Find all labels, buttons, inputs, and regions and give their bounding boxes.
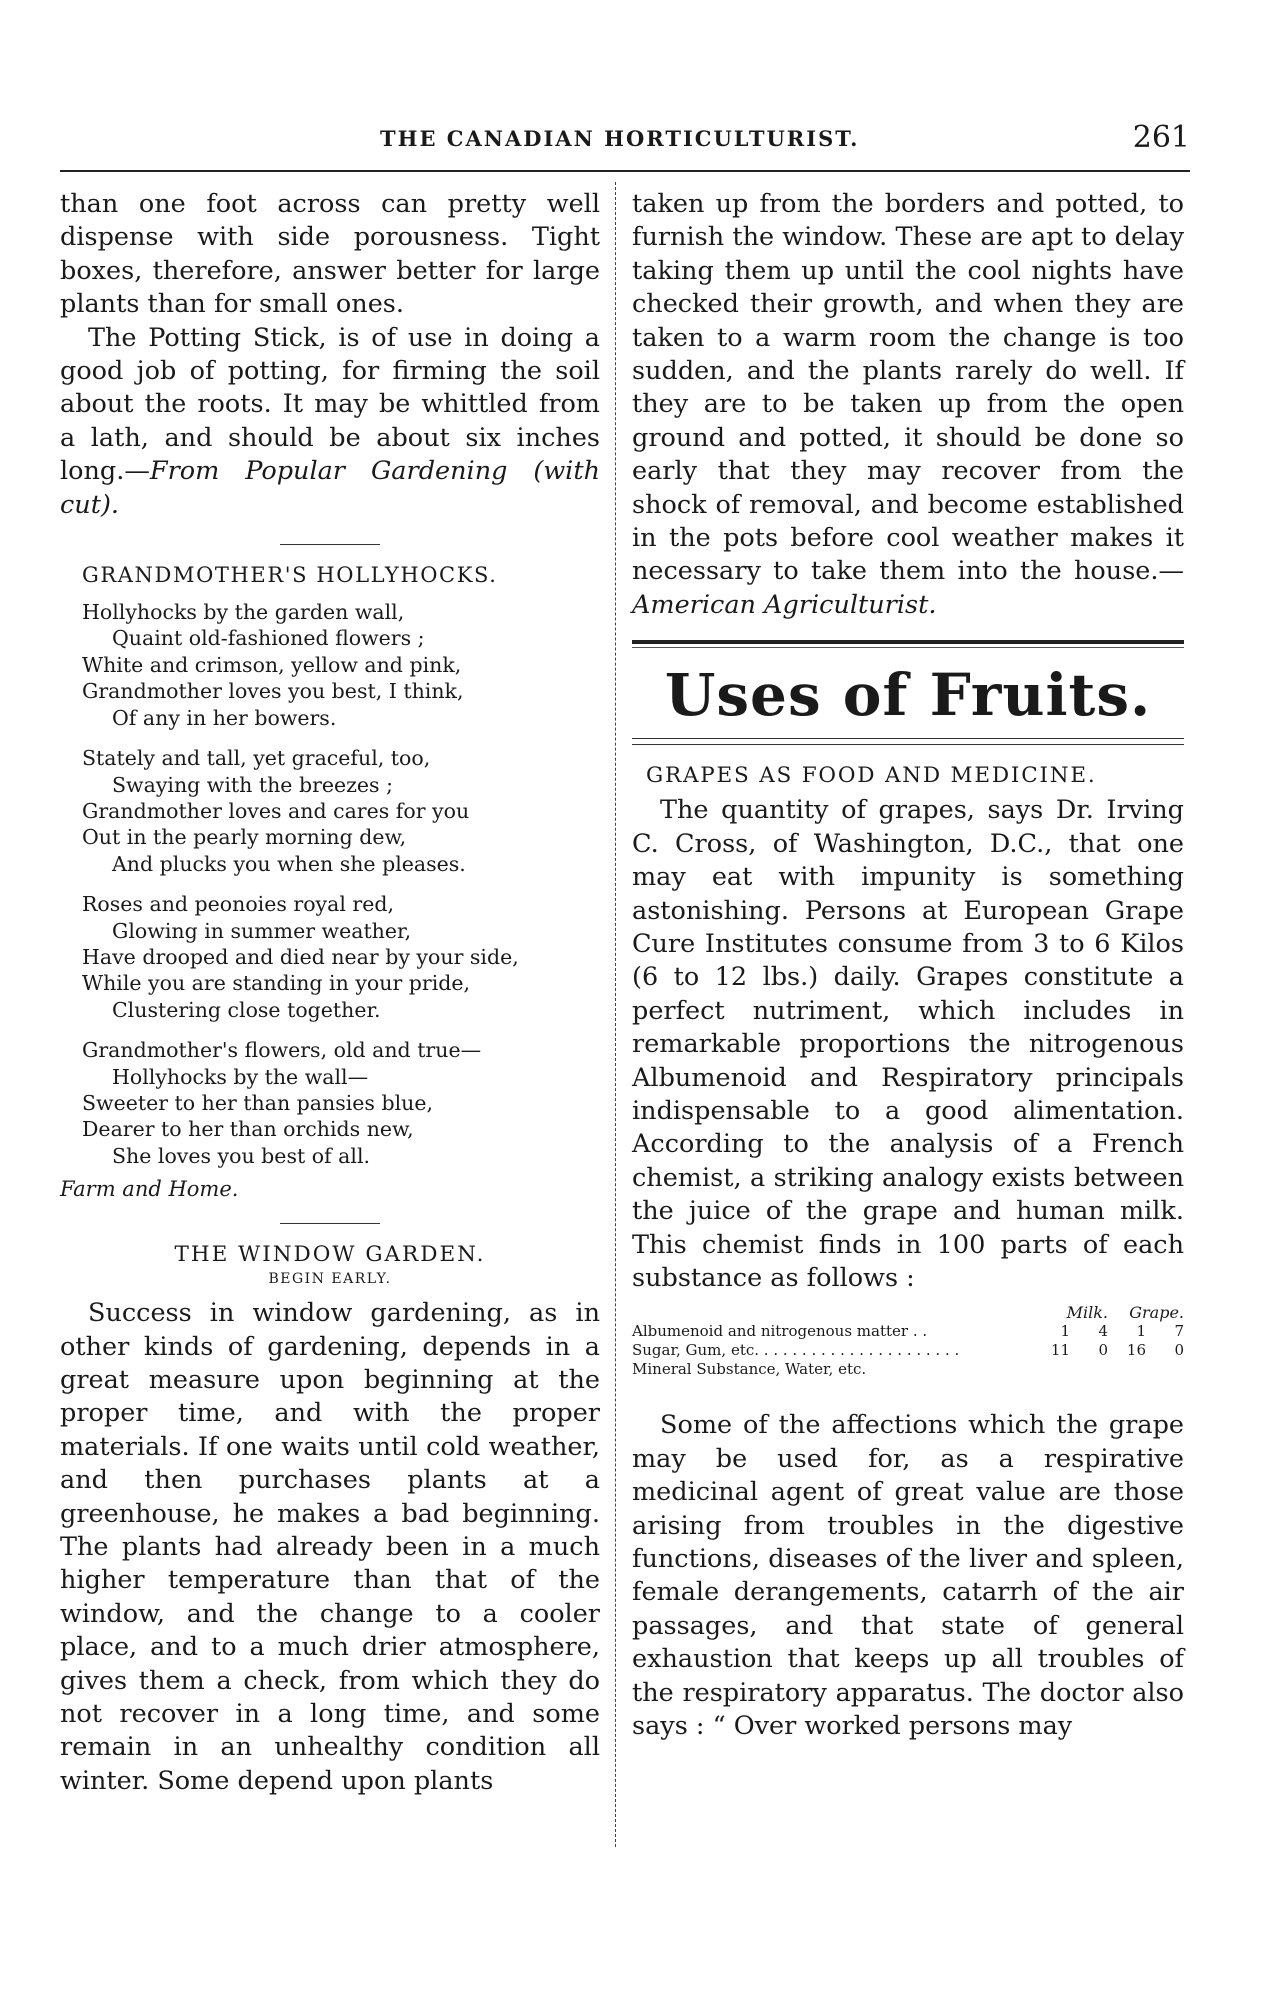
- poem-line: White and crimson, yellow and pink,: [82, 652, 462, 677]
- composition-table: [632, 1303, 1184, 1379]
- poem-stanza: [82, 891, 600, 1023]
- poem-stanza: [82, 1037, 600, 1169]
- poem-source: Farm and Home.: [60, 1177, 239, 1202]
- page-number: 261: [1132, 120, 1190, 155]
- window-garden-title: THE WINDOW GARDEN.: [174, 1242, 486, 1268]
- table-row: [632, 1360, 1184, 1379]
- poem-line: Grandmother loves you best, I think,: [82, 679, 464, 704]
- paragraph-window-plants: [632, 188, 1184, 622]
- window-plants-text: taken up from the borders and potted, to furnish the window. These are apt to delay taking them up until the cool nights have checked their growth, and when they are taken to a warm room the change is too sudden, and the plants rarely do well. If they are to be taken up from the open ground and potted, it should be done so early that they may recover from the shock of removal, and become established in the pots before cool weather makes it necessary to take them into the house.—: [632, 189, 1184, 587]
- potting-stick-text: The Potting Stick, is of use in doing a good job of potting, for firming the soil about the roots. It may be whittled from a lath, and should be about six inches long.—: [60, 322, 600, 487]
- poem-line: Glowing in summer weather,: [112, 918, 412, 943]
- poem-line: Sweeter to her than pansies blue,: [82, 1090, 433, 1115]
- milk-value: 11: [1050, 1341, 1070, 1360]
- journal-title: THE CANADIAN HORTICULTURIST.: [380, 126, 860, 151]
- poem-line: She loves you best of all.: [112, 1143, 371, 1168]
- section-rule: [280, 544, 380, 545]
- milk-value: 0: [1098, 1341, 1108, 1360]
- right-column: [632, 188, 1184, 1743]
- poem: [60, 599, 600, 1169]
- grape-value: 1: [1136, 1322, 1146, 1341]
- header-rule: [60, 170, 1190, 172]
- poem-line: Hollyhocks by the garden wall,: [82, 600, 405, 625]
- window-plants-source: American Agriculturist.: [632, 589, 937, 620]
- grape-header: Grape.: [1129, 1303, 1184, 1323]
- table-row: [632, 1341, 1184, 1360]
- table-row: [632, 1322, 1184, 1341]
- milk-header: Milk.: [1066, 1303, 1108, 1323]
- section-rule: [280, 1223, 380, 1224]
- grape-value: 7: [1174, 1322, 1184, 1341]
- section-double-rule: [632, 640, 1184, 648]
- grapes-title: GRAPES AS FOOD AND MEDICINE.: [646, 763, 1097, 789]
- grape-value: 0: [1174, 1341, 1184, 1360]
- paragraph-potting-stick: [60, 322, 600, 522]
- row-label: Sugar, Gum, etc. . . . . . . . . . . . . . . . . . . . . .: [632, 1341, 960, 1360]
- grapes-paragraph-1: The quantity of grapes, says Dr. Irving C. Cross, of Washington, D.C., that one may eat with impunity is something astonishing. Persons at European Grape Cure Institutes consume from 3 to 6 Kilos (6 to 12 lbs.) daily. Grapes constitute a perfect nutriment, which includes in remarkable proportions the nitrogenous Albumenoid and Respiratory principals indispensable to a good alimentation. According to the analysis of a French chemist, a striking analogy exists between the juice of the grape and human milk. This chemist finds in 100 parts of each substance as follows :: [632, 795, 1184, 1293]
- poem-line: Out in the pearly morning dew,: [82, 825, 407, 850]
- window-garden-subtitle: BEGIN EARLY.: [268, 1271, 392, 1288]
- table-header-row: [632, 1303, 1184, 1322]
- poem-line: Stately and tall, yet graceful, too,: [82, 746, 431, 771]
- heading-double-rule: [632, 738, 1184, 745]
- left-column: [60, 188, 600, 1798]
- milk-value: 4: [1098, 1322, 1108, 1341]
- poem-stanza: [82, 745, 600, 877]
- poem-line: Hollyhocks by the wall—: [112, 1064, 369, 1089]
- poem-title: GRANDMOTHER'S HOLLYHOCKS.: [82, 563, 498, 588]
- column-divider: [615, 182, 616, 1847]
- poem-line: Quaint old-fashioned flowers ;: [112, 626, 425, 651]
- grape-value: 16: [1126, 1341, 1146, 1360]
- running-header: [60, 120, 1190, 164]
- potting-stick-note: (with cut).: [60, 456, 600, 520]
- poem-line: Roses and peonoies royal red,: [82, 892, 394, 917]
- poem-line: Grandmother's flowers, old and true—: [82, 1038, 482, 1063]
- poem-line: Swaying with the breezes ;: [112, 772, 394, 797]
- paragraph-porousness: than one foot across can pretty well dispense with side porousness. Tight boxes, therefore, answer better for large plants than for small ones.: [60, 189, 600, 320]
- poem-line: Of any in her bowers.: [112, 705, 337, 730]
- section-heading: Uses of Fruits.: [664, 661, 1152, 730]
- poem-line: While you are standing in your pride,: [82, 971, 471, 996]
- poem-line: Dearer to her than orchids new,: [82, 1117, 414, 1142]
- window-garden-text: Success in window gardening, as in other kinds of gardening, depends in a great measure upon beginning at the proper time, and with the proper materials. If one waits until cold weather, and then purchases plants at a greenhouse, he makes a bad beginning. The plants had already been in a much higher temperature than that of the window, and the change to a cooler place, and to a much drier atmosphere, gives them a check, from which they do not recover in a long time, and some remain in an unhealthy condition all winter. Some depend upon plants: [60, 1298, 600, 1796]
- potting-stick-source: From Popular Gardening: [149, 456, 508, 487]
- poem-line: Have drooped and died near by your side,: [82, 944, 519, 969]
- row-label: Albumenoid and nitrogenous matter . .: [632, 1322, 928, 1341]
- grapes-paragraph-2: Some of the affections which the grape may be used for, as a respirative medicinal agent of great value are those arising from troubles in the digestive functions, diseases of the liver and spleen, female derangements, catarrh of the air passages, and that state of general exhaustion that keeps up all troubles of the respiratory apparatus. The doctor also says : “ Over worked persons may: [632, 1410, 1184, 1742]
- poem-line: Clustering close together.: [112, 997, 381, 1022]
- poem-line: Grandmother loves and cares for you: [82, 798, 470, 823]
- poem-line: And plucks you when she pleases.: [112, 851, 466, 876]
- poem-stanza: [82, 599, 600, 731]
- row-label: Mineral Substance, Water, etc.: [632, 1360, 867, 1379]
- milk-value: 1: [1060, 1322, 1070, 1341]
